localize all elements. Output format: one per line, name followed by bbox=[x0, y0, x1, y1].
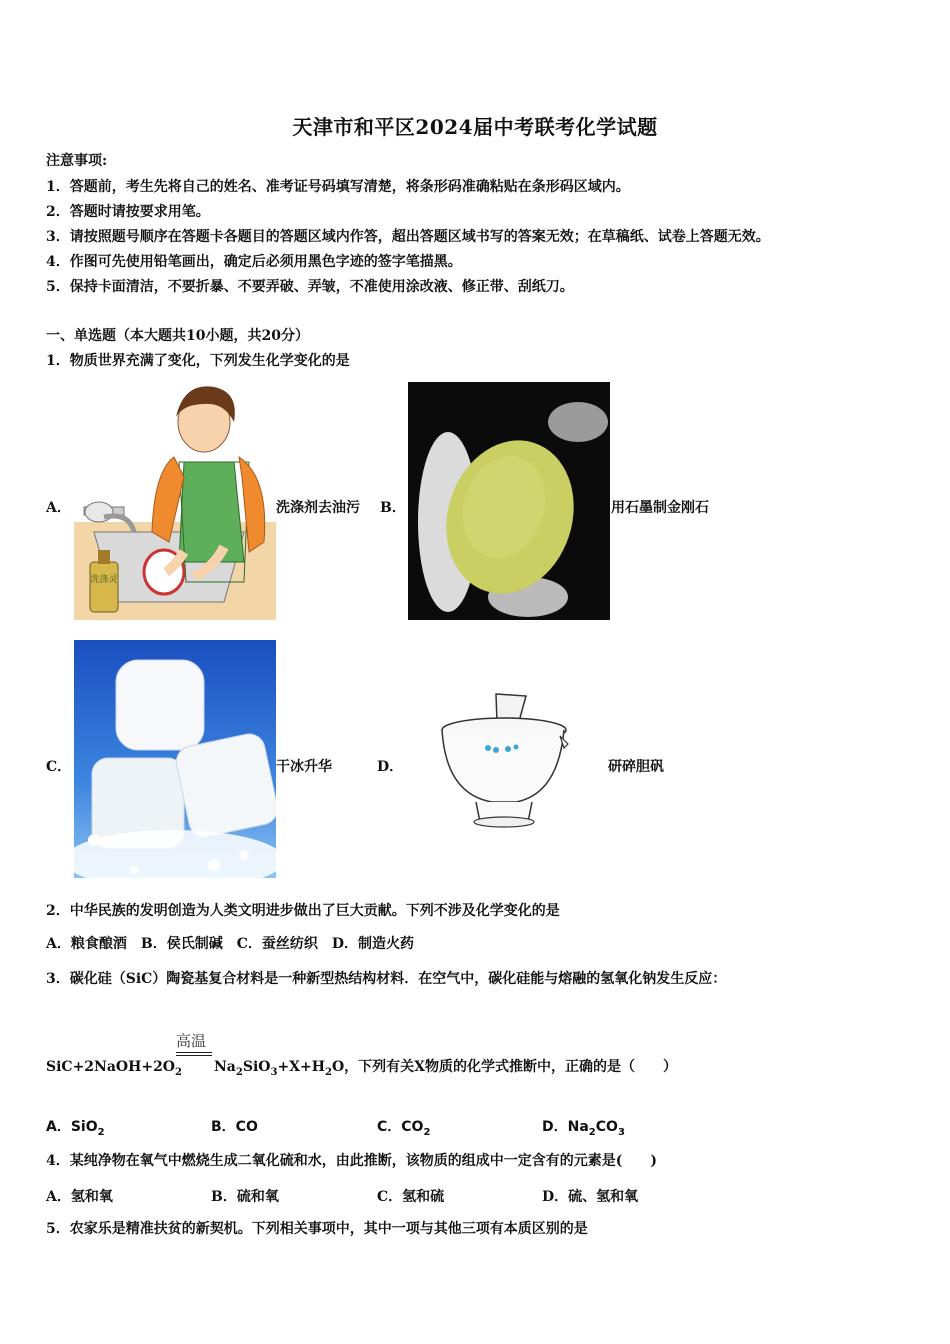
q5-stem: 5．农家乐是精准扶贫的新契机。下列相关事项中，其中一项与其他三项有本质区别的是 bbox=[46, 1221, 588, 1237]
q1-option-c-label: C． bbox=[46, 759, 72, 775]
q2-stem: 2．中华民族的发明创造为人类文明进步做出了巨大贡献。下列不涉及化学变化的是 bbox=[46, 903, 560, 919]
q1-option-a-label: A． bbox=[46, 500, 71, 516]
q3-option-a: A．SiO$_2$ bbox=[46, 1119, 105, 1138]
notice-item-5: 5．保持卡面清洁，不要折暴、不要弄破、弄皱，不准使用涂改液、修正带、刮纸刀。 bbox=[46, 279, 574, 295]
notice-item-1: 1．答题前，考生先将自己的姓名、准考证号码填写清楚，将条形码准确粘贴在条形码区域内。 bbox=[46, 179, 630, 195]
q4-option-c: C．氢和硫 bbox=[377, 1189, 445, 1205]
dry-ice-photo bbox=[74, 640, 276, 878]
notice-item-2: 2．答题时请按要求用笔。 bbox=[46, 204, 210, 220]
q1-option-b-label: B． bbox=[380, 500, 406, 516]
q3-stem: 3．碳化硅（SiC）陶瓷基复合材料是一种新型热结构材料．在空气中，碳化硅能与熔融的氢氧化钠发生反应： bbox=[46, 971, 727, 987]
diamond-held-in-hand-photo bbox=[408, 382, 610, 620]
q1-option-c-text: 干冰升华 bbox=[276, 759, 332, 775]
q3-option-c: C．$CO_2$ bbox=[377, 1119, 431, 1138]
q3-equals-line-top bbox=[176, 1052, 212, 1053]
q4-stem: 4．某纯净物在氧气中燃烧生成二氧化硫和水，由此推断，该物质的组成中一定含有的元素是( ) bbox=[46, 1153, 657, 1169]
q4-option-b: B．硫和氧 bbox=[211, 1189, 279, 1205]
q1-option-a-text: 洗涤剂去油污 bbox=[276, 500, 360, 516]
section-heading: 一、单选题（本大题共10小题，共20分） bbox=[46, 328, 309, 344]
page-title: 天津市和平区2024届中考联考化学试题 bbox=[292, 115, 658, 139]
q1-option-b-text: 用石墨制金刚石 bbox=[611, 500, 709, 516]
q3-reaction-condition: 高温 bbox=[176, 1032, 207, 1050]
q1-option-d-text: 研碎胆矾 bbox=[608, 759, 664, 775]
q4-option-a: A．氢和氧 bbox=[46, 1189, 113, 1205]
notice-item-3: 3．请按照题号顺序在答题卡各题目的答题区域内作答，超出答题区域书写的答案无效；在草稿纸、试卷上答题无效。 bbox=[46, 229, 770, 245]
q3-equation-reactants: $SiC+2NaOH+2O_2$ bbox=[46, 1059, 182, 1078]
q3-option-d: D．$Na_2CO_3$ bbox=[542, 1119, 625, 1138]
boy-washing-dishes-illustration bbox=[74, 382, 276, 620]
q2-options: A．粮食酿酒 B．侯氏制碱 C．蚕丝纺织 D．制造火药 bbox=[46, 936, 414, 952]
q4-option-d: D．硫、氢和氧 bbox=[542, 1189, 639, 1205]
notice-heading: 注意事项: bbox=[46, 153, 108, 169]
notice-item-4: 4．作图可先使用铅笔画出，确定后必须用黑色字迹的签字笔描黑。 bbox=[46, 254, 462, 270]
q3-equals-line-bottom bbox=[176, 1055, 212, 1056]
q1-option-d-label: D． bbox=[377, 759, 404, 775]
q1-stem: 1．物质世界充满了变化，下列发生化学变化的是 bbox=[46, 353, 350, 369]
q3-option-b: B．CO bbox=[211, 1119, 258, 1135]
mortar-and-pestle-drawing bbox=[436, 684, 572, 830]
bottle-label: 洗涤灵 bbox=[90, 575, 118, 585]
q3-equation-products: $Na_2SiO_3+X+H_2O$，下列有关X物质的化学式推断中，正确的是（ ） bbox=[214, 1059, 678, 1078]
